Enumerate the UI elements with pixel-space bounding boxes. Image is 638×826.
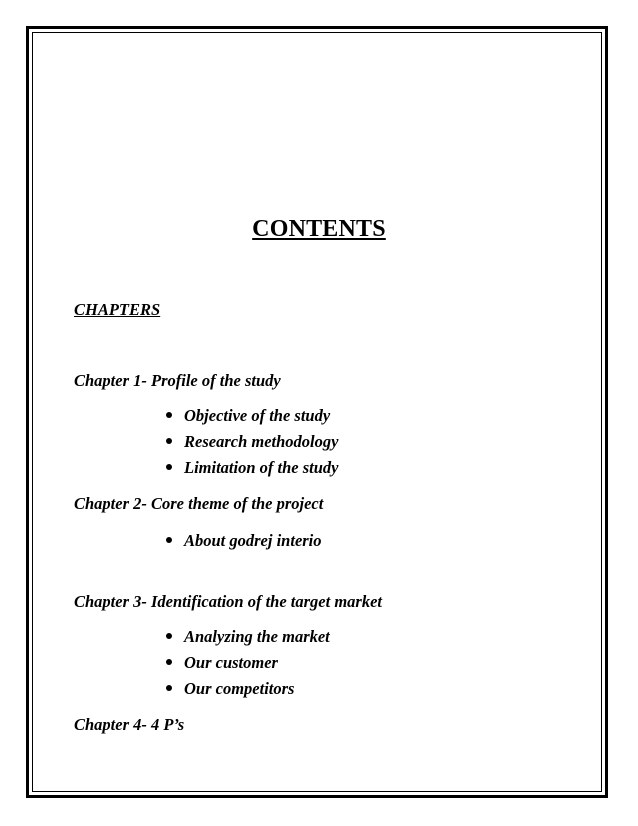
bullet-icon [166,537,172,543]
bullet-icon [166,464,172,470]
chapter-3-heading: Chapter 3- Identification of the target market [74,592,382,611]
chapter-1-heading: Chapter 1- Profile of the study [74,371,281,390]
chapter-4-heading: Chapter 4- 4 P’s [74,715,185,734]
chapter-1-item-2 [166,432,338,452]
bullet-icon [166,438,172,444]
chapter-1-item-3 [166,458,338,478]
bullet-text: Our competitors [184,679,295,698]
bullet-text: Objective of the study [184,406,331,425]
bullet-text: Our customer [184,653,278,672]
bullet-text: Limitation of the study [184,458,339,477]
bullet-icon [166,659,172,665]
chapter-2-heading: Chapter 2- Core theme of the project [74,494,324,513]
chapter-3-item-1 [166,627,330,647]
bullet-icon [166,412,172,418]
bullet-icon [166,633,172,639]
bullet-text: About godrej interio [184,531,322,550]
bullet-text: Research methodology [184,432,339,451]
chapter-2-item-1 [166,531,322,551]
chapters-heading: CHAPTERS [74,300,161,319]
bullet-text: Analyzing the market [184,627,330,646]
contents-title: CONTENTS [252,216,386,242]
chapter-1-item-1 [166,406,330,426]
chapter-3-item-2 [166,653,278,673]
chapter-3-item-3 [166,679,294,699]
bullet-icon [166,685,172,691]
